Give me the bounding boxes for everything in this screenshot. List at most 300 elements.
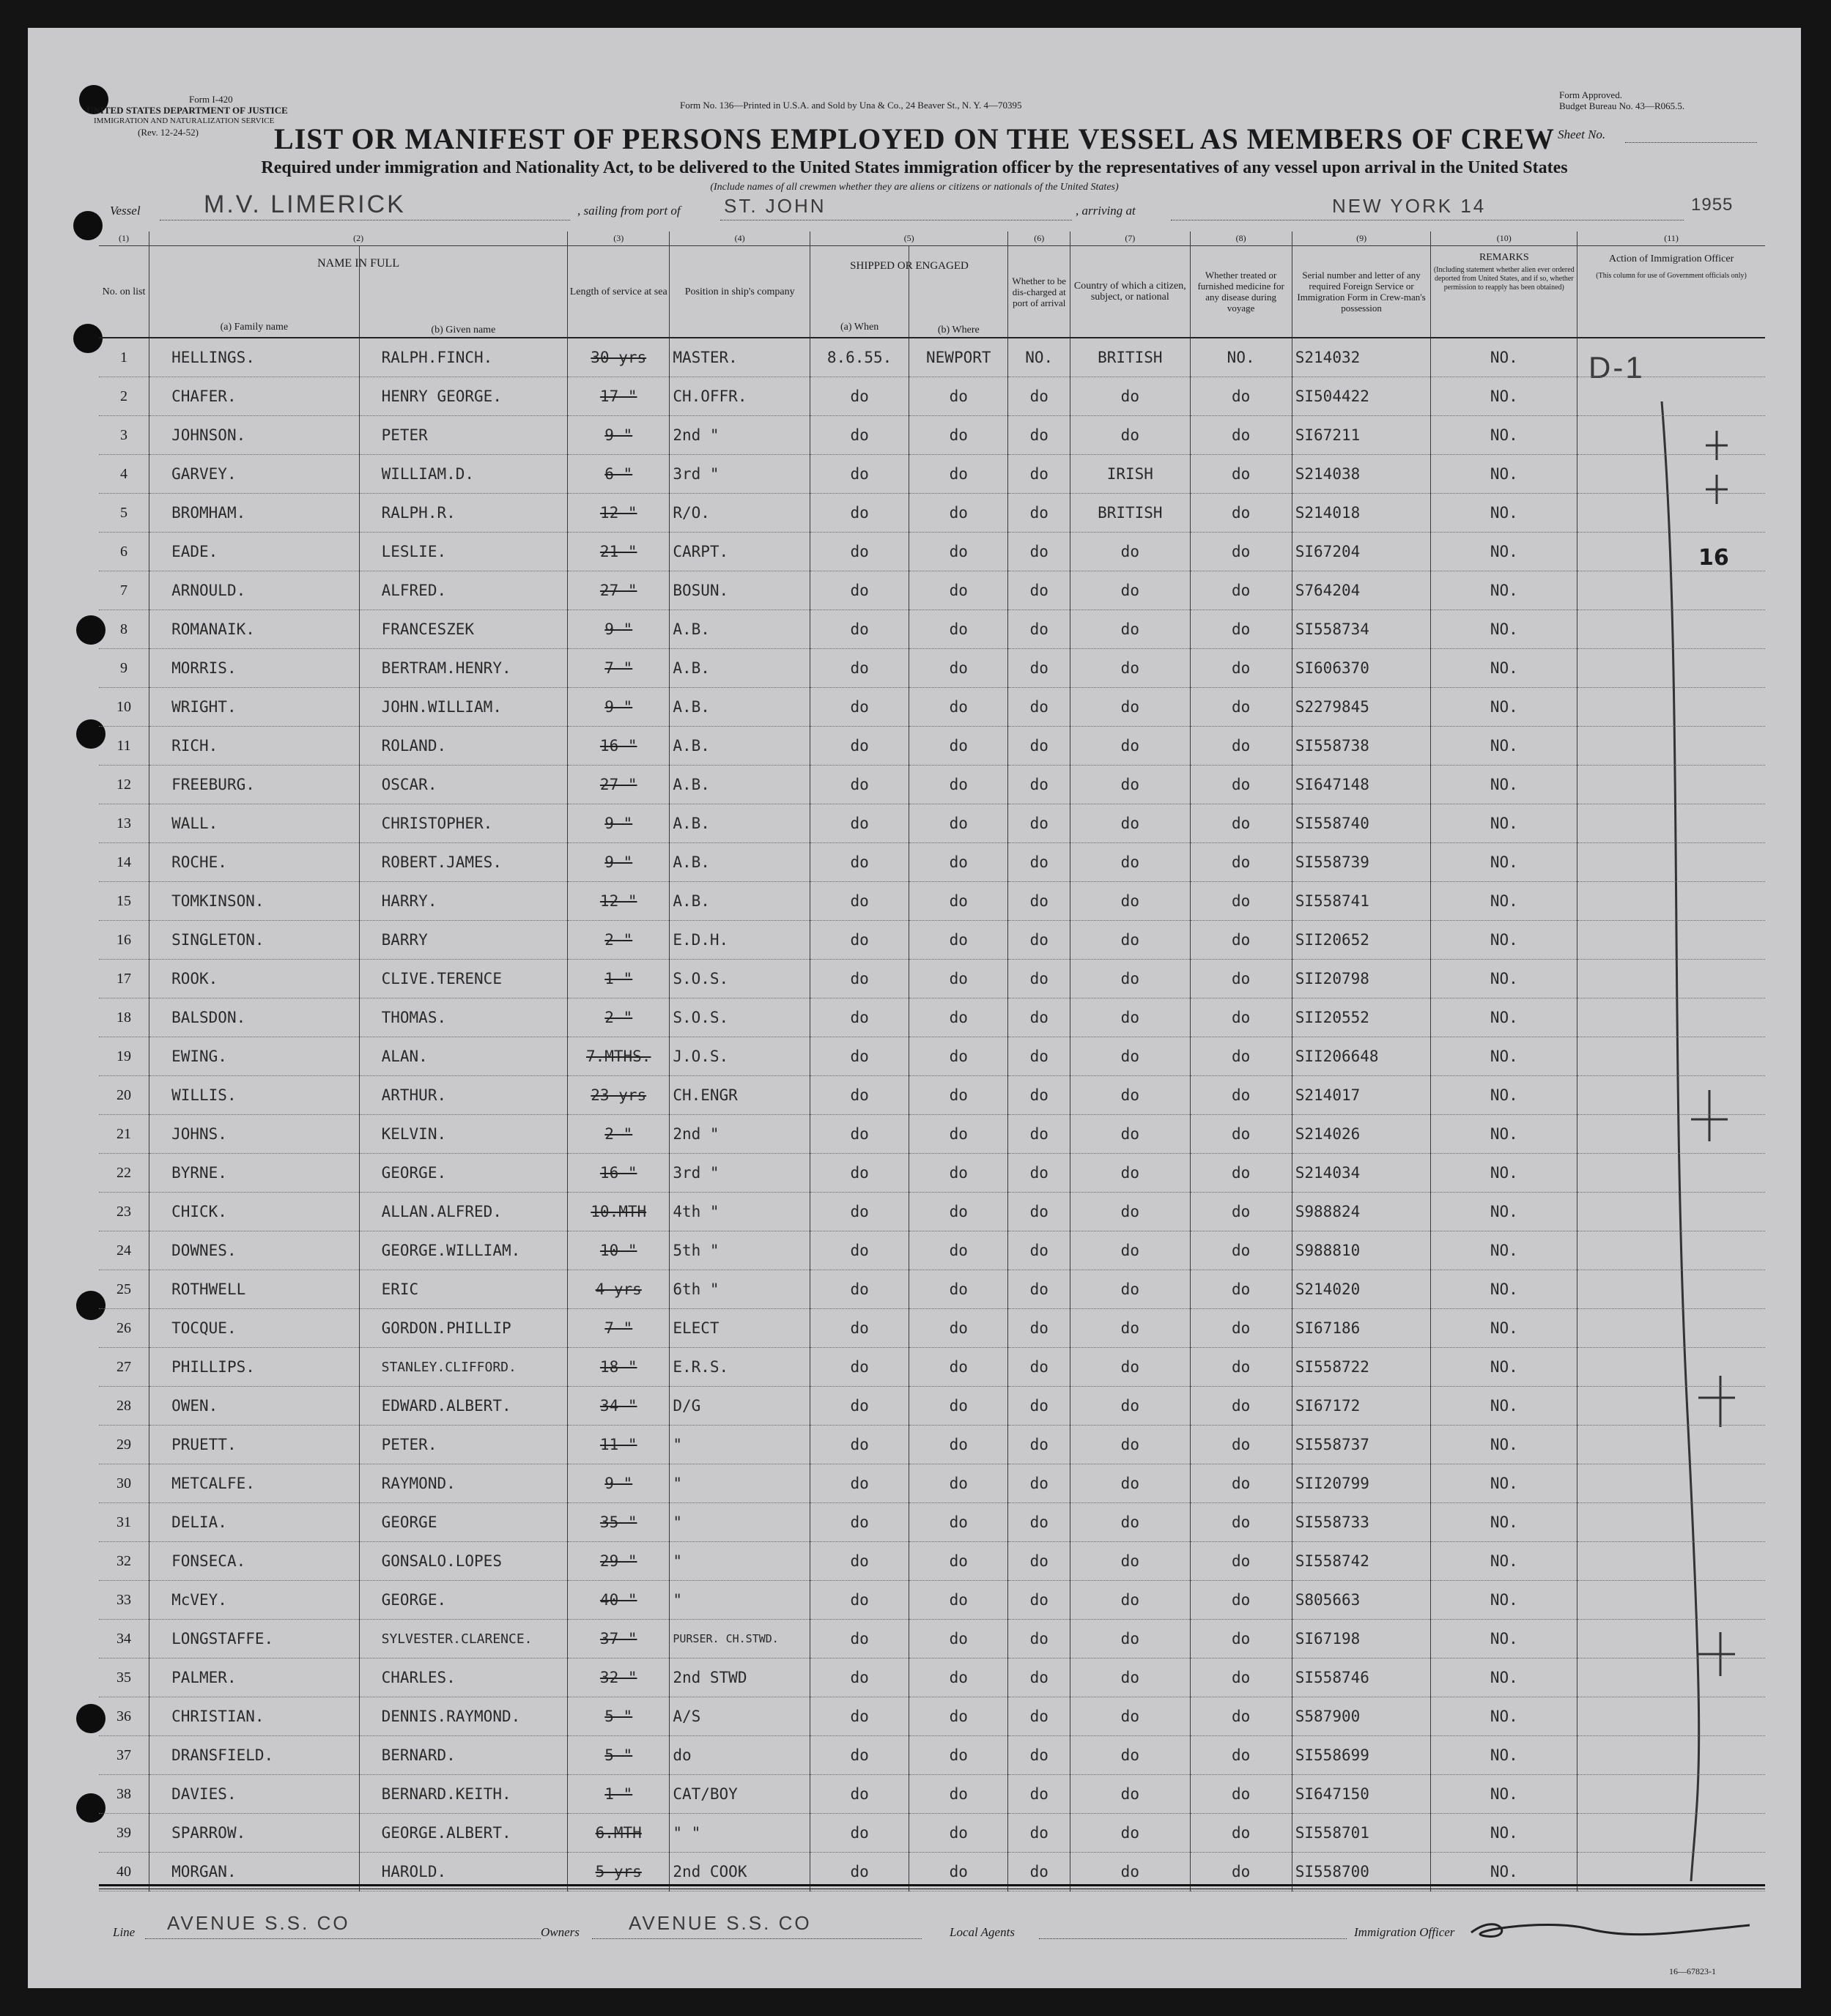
cell-serial: SI67211 — [1292, 416, 1431, 455]
cell-action — [1577, 533, 1765, 571]
cell-serial: SI647150 — [1292, 1775, 1431, 1814]
cell-action — [1577, 571, 1765, 610]
cell-when: do — [810, 455, 909, 494]
cell-no: 36 — [99, 1697, 149, 1736]
cell-when: do — [810, 843, 909, 882]
cell-where: do — [909, 921, 1008, 960]
cell-country: do — [1070, 416, 1190, 455]
cell-no: 28 — [99, 1387, 149, 1426]
cell-dis: do — [1008, 1231, 1070, 1270]
cell-when: do — [810, 1154, 909, 1193]
cell-med: do — [1190, 610, 1292, 649]
cell-family: WILLIS. — [149, 1076, 360, 1115]
cell-country: do — [1070, 1154, 1190, 1193]
cell-where: do — [909, 1697, 1008, 1736]
cell-where: do — [909, 1853, 1008, 1891]
cell-remarks: NO. — [1431, 1503, 1577, 1542]
header-length: Length of service at sea — [568, 246, 670, 338]
vessel-value: M.V. LIMERICK — [204, 190, 406, 218]
cell-position: CARPT. — [670, 533, 810, 571]
header-discharged: Whether to be dis-charged at port of arrival — [1008, 246, 1070, 338]
cell-med: do — [1190, 688, 1292, 727]
cell-remarks: NO. — [1431, 1076, 1577, 1115]
cell-no: 10 — [99, 688, 149, 727]
cell-when: do — [810, 1387, 909, 1426]
cell-no: 4 — [99, 455, 149, 494]
vessel-label: Vessel — [110, 204, 141, 218]
cell-family: LONGSTAFFE. — [149, 1620, 360, 1659]
sheet-label: Sheet No. — [1558, 127, 1606, 141]
cell-family: GARVEY. — [149, 455, 360, 494]
cell-med: do — [1190, 1348, 1292, 1387]
cell-serial: S988824 — [1292, 1193, 1431, 1231]
cell-serial: SII20798 — [1292, 960, 1431, 998]
cell-med: do — [1190, 1581, 1292, 1620]
cell-family: MORGAN. — [149, 1853, 360, 1891]
cell-position: A.B. — [670, 649, 810, 688]
cell-length: 5 " — [568, 1736, 670, 1775]
cell-country: do — [1070, 1076, 1190, 1115]
cell-when: do — [810, 960, 909, 998]
cell-no: 31 — [99, 1503, 149, 1542]
header-no: No. on list — [99, 246, 149, 338]
cell-serial: S2279845 — [1292, 688, 1431, 727]
cell-serial: S988810 — [1292, 1231, 1431, 1270]
cell-dis: do — [1008, 1736, 1070, 1775]
cell-remarks: NO. — [1431, 998, 1577, 1037]
cell-med: do — [1190, 1659, 1292, 1697]
cell-serial: S214026 — [1292, 1115, 1431, 1154]
cell-position: 2nd " — [670, 1115, 810, 1154]
cell-med: do — [1190, 766, 1292, 804]
cell-country: do — [1070, 571, 1190, 610]
cell-where: do — [909, 455, 1008, 494]
cell-remarks: NO. — [1431, 727, 1577, 766]
cell-length: 35 " — [568, 1503, 670, 1542]
cell-dis: do — [1008, 494, 1070, 533]
printer-line: Form No. 136—Printed in U.S.A. and Sold by Una & Co., 24 Beaver St., N. Y. 4—70395 — [680, 100, 1022, 111]
table-row — [99, 1348, 1765, 1387]
cell-position: " " — [670, 1814, 810, 1853]
cell-family: RICH. — [149, 727, 360, 766]
cell-country: do — [1070, 377, 1190, 416]
cell-length: 7 " — [568, 1309, 670, 1348]
cell-family: BALSDON. — [149, 998, 360, 1037]
cell-given: PETER — [359, 416, 568, 455]
cell-country: do — [1070, 727, 1190, 766]
cell-serial: S214020 — [1292, 1270, 1431, 1309]
cell-given: ALLAN.ALFRED. — [359, 1193, 568, 1231]
cell-family: WRIGHT. — [149, 688, 360, 727]
cell-remarks: NO. — [1431, 843, 1577, 882]
cell-when: do — [810, 1270, 909, 1309]
cell-serial: S214034 — [1292, 1154, 1431, 1193]
cell-serial: SII20552 — [1292, 998, 1431, 1037]
cell-dis: do — [1008, 1076, 1070, 1115]
table-row — [99, 766, 1765, 804]
cell-family: PALMER. — [149, 1659, 360, 1697]
footer-line-value: AVENUE S.S. CO — [167, 1912, 350, 1934]
cell-dis: do — [1008, 727, 1070, 766]
page-note: (Include names of all crewmen whether they are aliens or citizens or nationals of the United States) — [710, 182, 1119, 193]
cell-remarks: NO. — [1431, 1231, 1577, 1270]
cell-country: do — [1070, 1814, 1190, 1853]
table-row — [99, 533, 1765, 571]
cell-no: 11 — [99, 727, 149, 766]
cell-where: do — [909, 1581, 1008, 1620]
header-name-in-full: NAME IN FULL — [317, 257, 400, 270]
cell-given: PETER. — [359, 1426, 568, 1464]
cell-country: IRISH — [1070, 455, 1190, 494]
cell-position: MASTER. — [670, 338, 810, 377]
cell-given: BERTRAM.HENRY. — [359, 649, 568, 688]
cell-no: 1 — [99, 338, 149, 377]
cell-med: do — [1190, 416, 1292, 455]
table-row — [99, 1620, 1765, 1659]
cell-action — [1577, 843, 1765, 882]
cell-action — [1577, 960, 1765, 998]
cell-where: do — [909, 1154, 1008, 1193]
cell-action — [1577, 1426, 1765, 1464]
cell-family: ROOK. — [149, 960, 360, 998]
cell-action — [1577, 416, 1765, 455]
cell-remarks: NO. — [1431, 610, 1577, 649]
footer-rule — [99, 1884, 1765, 1886]
cell-country: do — [1070, 1115, 1190, 1154]
cell-position: " — [670, 1503, 810, 1542]
cell-serial: SII206648 — [1292, 1037, 1431, 1076]
cell-serial: SII20652 — [1292, 921, 1431, 960]
cell-given: WILLIAM.D. — [359, 455, 568, 494]
cell-position: do — [670, 1736, 810, 1775]
footer-line-label: Line — [113, 1925, 136, 1939]
cell-serial: SI558742 — [1292, 1542, 1431, 1581]
cell-when: do — [810, 1115, 909, 1154]
table-row — [99, 416, 1765, 455]
cell-no: 25 — [99, 1270, 149, 1309]
cell-med: do — [1190, 571, 1292, 610]
approval-block: Form Approved. Budget Bureau No. 43—R065.5. — [1559, 89, 1685, 111]
cell-position: A.B. — [670, 688, 810, 727]
year-value: 1955 — [1691, 195, 1734, 215]
cell-where: do — [909, 1814, 1008, 1853]
cell-when: do — [810, 921, 909, 960]
table-row — [99, 1736, 1765, 1775]
cell-med: do — [1190, 882, 1292, 921]
cell-action — [1577, 1542, 1765, 1581]
cell-remarks: NO. — [1431, 1154, 1577, 1193]
cell-where: do — [909, 377, 1008, 416]
cell-dis: do — [1008, 1581, 1070, 1620]
header-remarks-note: (Including statement whether alien ever ordered deported from United States, and if so, whether permission to reapply has been obtained) — [1433, 266, 1575, 292]
cell-when: do — [810, 1309, 909, 1348]
cell-when: do — [810, 766, 909, 804]
cell-serial: SI504422 — [1292, 377, 1431, 416]
cell-position: A/S — [670, 1697, 810, 1736]
cell-dis: do — [1008, 610, 1070, 649]
cell-position: ELECT — [670, 1309, 810, 1348]
cell-family: WALL. — [149, 804, 360, 843]
cell-dis: do — [1008, 1542, 1070, 1581]
cell-country: do — [1070, 1659, 1190, 1697]
cell-family: CHRISTIAN. — [149, 1697, 360, 1736]
cell-given: RALPH.FINCH. — [359, 338, 568, 377]
cell-when: do — [810, 649, 909, 688]
cell-given: ROLAND. — [359, 727, 568, 766]
cell-action — [1577, 1193, 1765, 1231]
cell-country: do — [1070, 1270, 1190, 1309]
header-where: (b) Where — [909, 246, 1008, 338]
cell-serial: S214032 — [1292, 338, 1431, 377]
cell-when: do — [810, 1037, 909, 1076]
cell-where: do — [909, 766, 1008, 804]
cell-where: do — [909, 416, 1008, 455]
cell-country: do — [1070, 610, 1190, 649]
cell-family: ARNOULD. — [149, 571, 360, 610]
cell-remarks: NO. — [1431, 455, 1577, 494]
cell-family: DAVIES. — [149, 1775, 360, 1814]
cell-length: 11 " — [568, 1426, 670, 1464]
cell-dis: do — [1008, 455, 1070, 494]
cell-no: 9 — [99, 649, 149, 688]
cell-med: do — [1190, 533, 1292, 571]
cell-med: do — [1190, 1387, 1292, 1426]
cell-given: ROBERT.JAMES. — [359, 843, 568, 882]
cell-position: S.O.S. — [670, 998, 810, 1037]
cell-position: D/G — [670, 1387, 810, 1426]
cell-where: do — [909, 1426, 1008, 1464]
cell-no: 20 — [99, 1076, 149, 1115]
cell-where: NEWPORT — [909, 338, 1008, 377]
table-row — [99, 1076, 1765, 1115]
cell-given: ALAN. — [359, 1037, 568, 1076]
cell-action — [1577, 1348, 1765, 1387]
cell-position: CH.ENGR — [670, 1076, 810, 1115]
cell-family: DELIA. — [149, 1503, 360, 1542]
cell-med: do — [1190, 1697, 1292, 1736]
cell-length: 7 " — [568, 649, 670, 688]
header-shipped: SHIPPED OR ENGAGED — [850, 260, 969, 272]
cell-action — [1577, 1697, 1765, 1736]
table-row — [99, 960, 1765, 998]
table-row — [99, 649, 1765, 688]
cell-med: do — [1190, 843, 1292, 882]
cell-serial: SI558740 — [1292, 804, 1431, 843]
cell-length: 9 " — [568, 843, 670, 882]
cell-position: " — [670, 1464, 810, 1503]
cell-dis: do — [1008, 960, 1070, 998]
cell-length: 7.MTHS. — [568, 1037, 670, 1076]
cell-remarks: NO. — [1431, 1037, 1577, 1076]
cell-given: BARRY — [359, 921, 568, 960]
cell-given: GEORGE. — [359, 1581, 568, 1620]
cell-length: 32 " — [568, 1659, 670, 1697]
table-row — [99, 1464, 1765, 1503]
cell-no: 7 — [99, 571, 149, 610]
cell-family: SINGLETON. — [149, 921, 360, 960]
cell-no: 12 — [99, 766, 149, 804]
cell-length: 21 " — [568, 533, 670, 571]
cell-action — [1577, 1581, 1765, 1620]
cell-length: 16 " — [568, 727, 670, 766]
cell-position: 3rd " — [670, 455, 810, 494]
cell-where: do — [909, 1270, 1008, 1309]
footer-agents-field — [1039, 1938, 1347, 1939]
cell-country: do — [1070, 1387, 1190, 1426]
table-row — [99, 843, 1765, 882]
cell-no: 2 — [99, 377, 149, 416]
cell-remarks: NO. — [1431, 1581, 1577, 1620]
cell-when: do — [810, 1581, 909, 1620]
cell-no: 18 — [99, 998, 149, 1037]
col-num-10: (10) — [1431, 231, 1577, 246]
cell-dis: do — [1008, 649, 1070, 688]
cell-length: 6.MTH — [568, 1814, 670, 1853]
cell-dis: do — [1008, 1426, 1070, 1464]
cell-dis: do — [1008, 1503, 1070, 1542]
cell-position: 4th " — [670, 1193, 810, 1231]
cell-given: KELVIN. — [359, 1115, 568, 1154]
cell-position: A.B. — [670, 882, 810, 921]
cell-where: do — [909, 1503, 1008, 1542]
cell-length: 30 yrs — [568, 338, 670, 377]
cell-remarks: NO. — [1431, 1697, 1577, 1736]
cell-dis: do — [1008, 1037, 1070, 1076]
cell-country: do — [1070, 1620, 1190, 1659]
cell-where: do — [909, 727, 1008, 766]
cell-action — [1577, 649, 1765, 688]
table-row — [99, 377, 1765, 416]
cell-position: 3rd " — [670, 1154, 810, 1193]
cell-position: 6th " — [670, 1270, 810, 1309]
cell-when: do — [810, 1076, 909, 1115]
cell-family: CHICK. — [149, 1193, 360, 1231]
cell-where: do — [909, 533, 1008, 571]
cell-remarks: NO. — [1431, 1270, 1577, 1309]
cell-position: R/O. — [670, 494, 810, 533]
cell-country: do — [1070, 960, 1190, 998]
cell-family: PHILLIPS. — [149, 1348, 360, 1387]
cell-when: do — [810, 1503, 909, 1542]
cell-no: 8 — [99, 610, 149, 649]
cell-given: CHARLES. — [359, 1659, 568, 1697]
cell-position: A.B. — [670, 610, 810, 649]
cell-action — [1577, 921, 1765, 960]
cell-country: do — [1070, 1348, 1190, 1387]
cell-when: do — [810, 1814, 909, 1853]
cell-med: do — [1190, 1426, 1292, 1464]
cell-action — [1577, 1620, 1765, 1659]
cell-family: DRANSFIELD. — [149, 1736, 360, 1775]
cell-action — [1577, 1309, 1765, 1348]
cell-family: TOCQUE. — [149, 1309, 360, 1348]
cell-remarks: NO. — [1431, 571, 1577, 610]
cell-length: 1 " — [568, 1775, 670, 1814]
page-subtitle: Required under immigration and Nationality Act, to be delivered to the United States immigration officer by the representatives of any vessel upon arrival in the United States — [261, 158, 1568, 177]
header-position: Position in ship's company — [670, 246, 810, 338]
cell-action — [1577, 804, 1765, 843]
cell-given: OSCAR. — [359, 766, 568, 804]
cell-no: 35 — [99, 1659, 149, 1697]
cell-given: RAYMOND. — [359, 1464, 568, 1503]
cell-position: 2nd " — [670, 416, 810, 455]
cell-serial: SI558700 — [1292, 1853, 1431, 1891]
cell-med: do — [1190, 998, 1292, 1037]
cell-med: do — [1190, 1542, 1292, 1581]
table-row — [99, 1037, 1765, 1076]
cell-serial: SI606370 — [1292, 649, 1431, 688]
cell-position: S.O.S. — [670, 960, 810, 998]
cell-med: do — [1190, 377, 1292, 416]
col-num-5: (5) — [810, 231, 1008, 246]
cell-length: 12 " — [568, 882, 670, 921]
cell-position: " — [670, 1581, 810, 1620]
cell-given: LESLIE. — [359, 533, 568, 571]
cell-given: FRANCESZEK — [359, 610, 568, 649]
cell-when: do — [810, 804, 909, 843]
cell-country: do — [1070, 804, 1190, 843]
cell-where: do — [909, 1659, 1008, 1697]
cell-length: 9 " — [568, 1464, 670, 1503]
cell-serial: SI558699 — [1292, 1736, 1431, 1775]
cell-family: OWEN. — [149, 1387, 360, 1426]
table-row — [99, 1270, 1765, 1309]
cell-position: A.B. — [670, 727, 810, 766]
cell-given: GORDON.PHILLIP — [359, 1309, 568, 1348]
cell-family: PRUETT. — [149, 1426, 360, 1464]
cell-when: do — [810, 998, 909, 1037]
cell-remarks: NO. — [1431, 960, 1577, 998]
table-row — [99, 1697, 1765, 1736]
cell-family: EWING. — [149, 1037, 360, 1076]
cell-country: do — [1070, 1193, 1190, 1231]
cell-where: do — [909, 1620, 1008, 1659]
cell-family: TOMKINSON. — [149, 882, 360, 921]
cell-serial: SII20799 — [1292, 1464, 1431, 1503]
header-action — [1577, 246, 1765, 338]
table-row — [99, 1814, 1765, 1853]
cell-family: JOHNSON. — [149, 416, 360, 455]
cell-length: 4 yrs — [568, 1270, 670, 1309]
cell-action — [1577, 1814, 1765, 1853]
cell-med: do — [1190, 649, 1292, 688]
cell-no: 34 — [99, 1620, 149, 1659]
cell-where: do — [909, 688, 1008, 727]
cell-dis: do — [1008, 1814, 1070, 1853]
col-num-11: (11) — [1577, 231, 1765, 246]
cell-where: do — [909, 1775, 1008, 1814]
cell-position: A.B. — [670, 843, 810, 882]
punch-hole — [73, 211, 103, 240]
cell-action — [1577, 1387, 1765, 1426]
cell-where: do — [909, 998, 1008, 1037]
cell-position: E.R.S. — [670, 1348, 810, 1387]
header-given: (b) Given name — [359, 246, 568, 338]
cell-given: HENRY GEORGE. — [359, 377, 568, 416]
table-row — [99, 1426, 1765, 1464]
header-country: Country of which a citizen, subject, or national — [1070, 246, 1190, 338]
cell-remarks: NO. — [1431, 494, 1577, 533]
cell-given: CHRISTOPHER. — [359, 804, 568, 843]
footer-owners-field — [592, 1938, 922, 1939]
table-row — [99, 610, 1765, 649]
punch-hole — [73, 324, 103, 353]
cell-dis: do — [1008, 1348, 1070, 1387]
cell-no: 38 — [99, 1775, 149, 1814]
cell-family: EADE. — [149, 533, 360, 571]
cell-no: 33 — [99, 1581, 149, 1620]
cell-action — [1577, 766, 1765, 804]
